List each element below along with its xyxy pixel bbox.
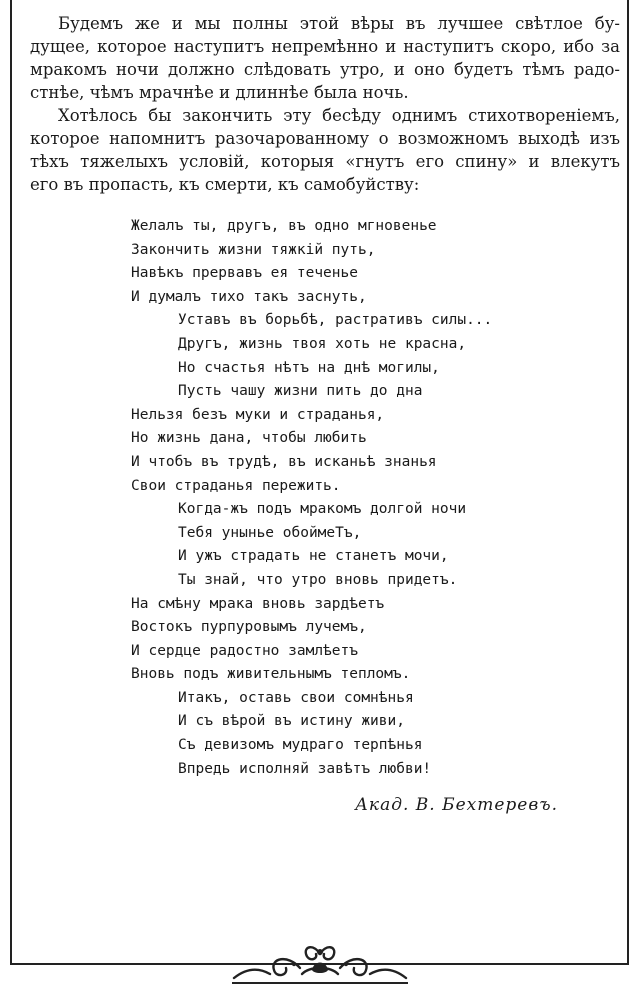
poem-verse: Нельзя безъ муки и страданья, xyxy=(131,406,385,423)
prose-line: Будемъ же и мы полны этой вѣры въ лучшее свѣтлое бу- xyxy=(58,14,620,33)
poem-verse: И ужъ страдать не станетъ мочи, xyxy=(178,548,449,565)
poem-verse: Но счастья нѣтъ на днѣ могилы, xyxy=(178,359,440,376)
poem-verse: Когда-жъ подъ мракомъ долгой ночи xyxy=(178,501,467,518)
poem-verse: Пусть чашу жизни пить до дна xyxy=(178,383,423,400)
poem-verse: На смѣну мрака вновь зардѣетъ xyxy=(131,595,385,612)
prose-line: его въ пропасть, къ смерти, къ самобуйству: xyxy=(30,175,420,194)
prose-paragraphs xyxy=(30,12,620,196)
prose-line: которое напомнитъ разочарованному о возможномъ выходѣ изъ xyxy=(30,129,620,148)
prose-line: стнѣе, чѣмъ мрачнѣе и длиннѣе была ночь. xyxy=(30,83,409,102)
poem-verse: Ты знай, что утро вновь придетъ. xyxy=(178,571,458,588)
poem-verse: Уставъ въ борьбѣ, растративъ силы... xyxy=(178,312,493,329)
prose-line: Хотѣлось бы закончить эту бесѣду однимъ стихотвореніемъ, xyxy=(58,106,620,125)
poem-verse: Итакъ, оставь свои сомнѣнья xyxy=(178,689,414,706)
poem-verse: И съ вѣрой въ истину живи, xyxy=(178,713,405,730)
poem-verse: Впредь исполняй завѣтъ любви! xyxy=(178,760,432,777)
poem xyxy=(0,215,640,781)
poem-verse: Тебя унынье обоймеТъ, xyxy=(178,524,362,541)
poem-verse: Желалъ ты, другъ, въ одно мгновенье xyxy=(131,218,437,234)
poem-verse: Съ девизомъ мудраго терпѣнья xyxy=(178,737,423,754)
poem-verse: Навѣкъ прервавъ ея теченье xyxy=(131,265,358,282)
poem-verse: Но жизнь дана, чтобы любить xyxy=(131,430,367,447)
poem-verse: И сердце радостно замлѣетъ xyxy=(131,642,358,659)
poem-verse: И думалъ тихо такъ заснуть, xyxy=(131,288,367,305)
prose-line: дущее, которое наступитъ непремѣнно и наступитъ скоро, ибо за xyxy=(30,37,620,56)
prose-line: тѣхъ тяжелыхъ условій, которыя «гнутъ его спину» и влекутъ xyxy=(30,152,620,171)
poem-verse: Другъ, жизнь твоя хоть не красна, xyxy=(178,335,467,352)
ornament-icon xyxy=(230,940,410,984)
poem-verse: И чтобъ въ трудѣ, въ исканьѣ знанья xyxy=(131,453,437,470)
poem-verse: Свои страданья пережить. xyxy=(131,477,341,494)
poem-verse: Востокъ пурпуровымъ лучемъ, xyxy=(131,619,367,636)
poem-verse: Закончить жизни тяжкій путь, xyxy=(131,241,376,258)
author-signature: Акад. В. Бехтеревъ. xyxy=(355,795,558,815)
poem-verse: Вновь подъ живительнымъ тепломъ. xyxy=(131,666,411,683)
prose-line: мракомъ ночи должно слѣдовать утро, и оно будетъ тѣмъ радо- xyxy=(30,60,620,79)
